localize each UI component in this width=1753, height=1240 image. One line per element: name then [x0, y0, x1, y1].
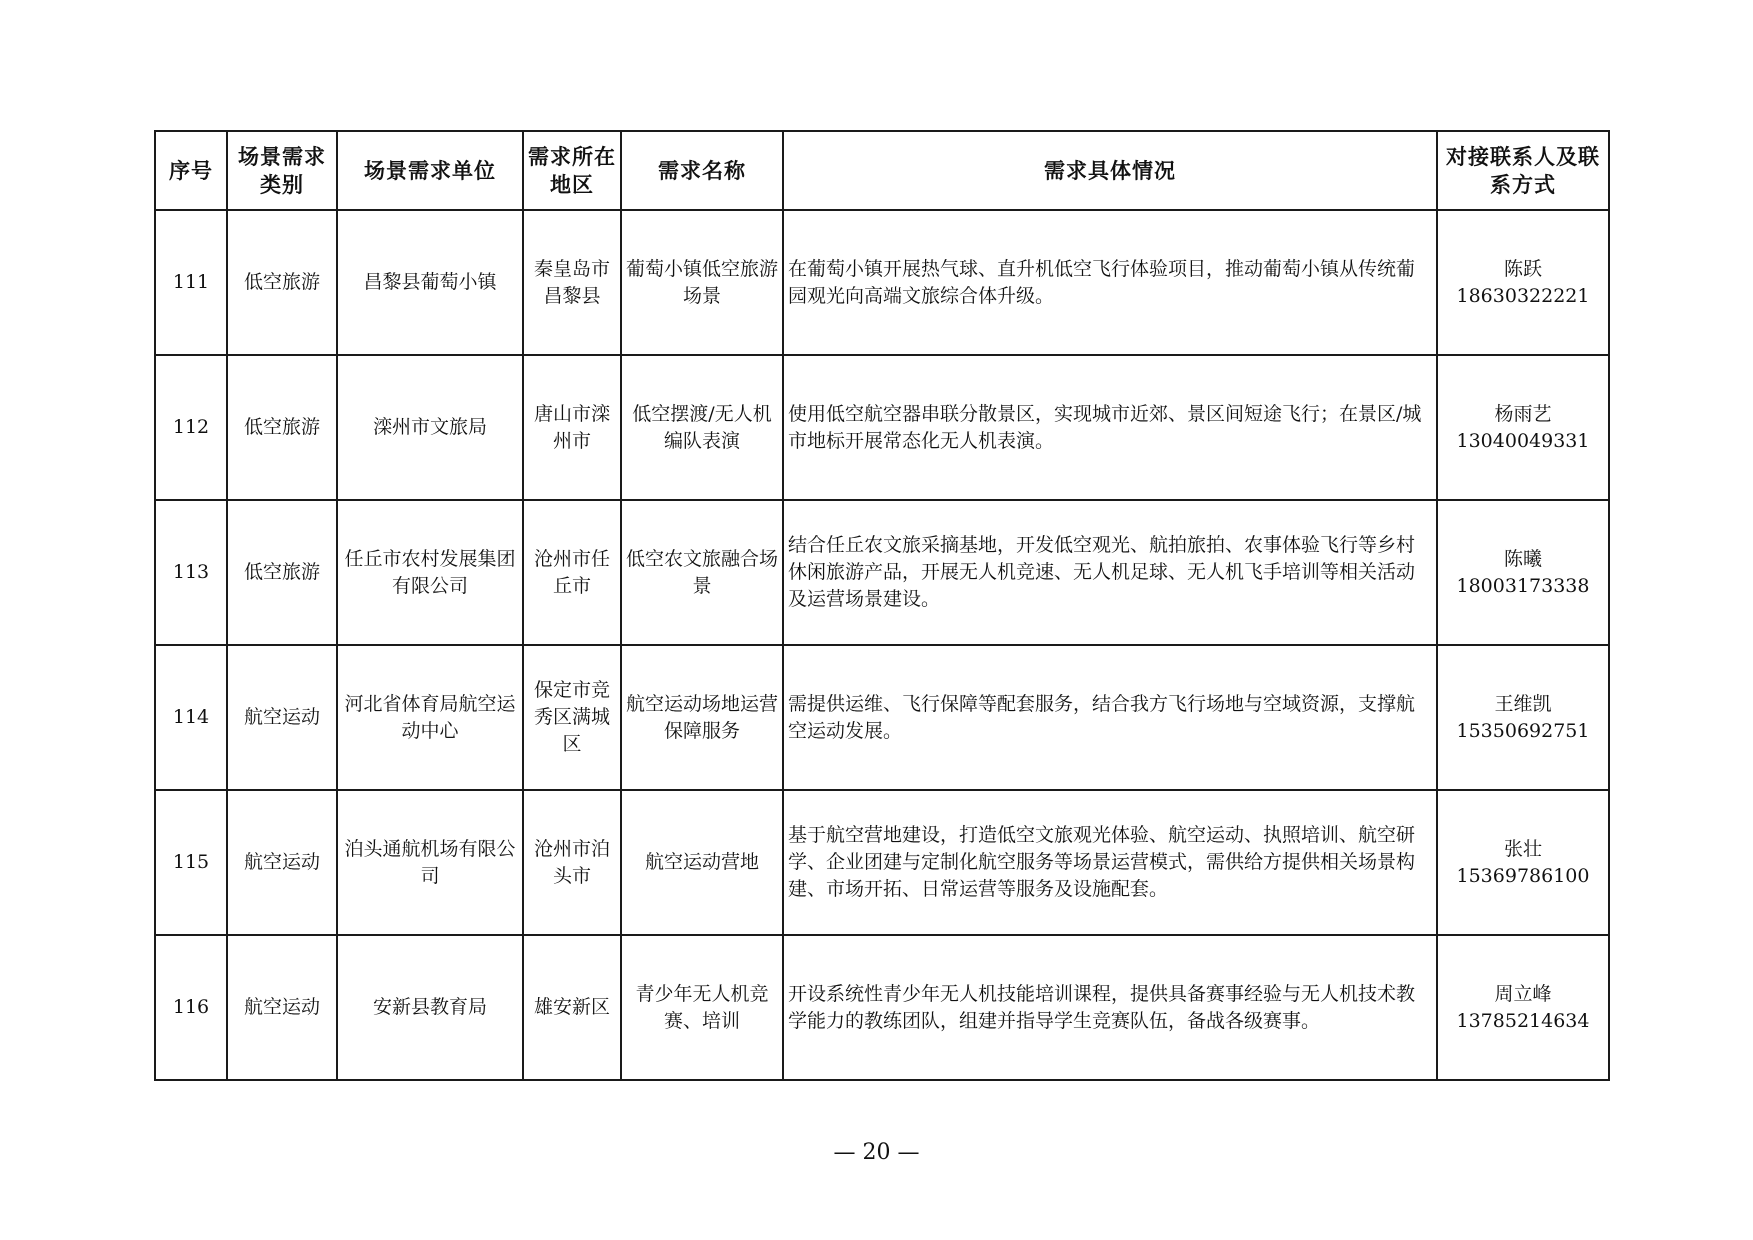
cell-contact [1437, 210, 1609, 355]
header-detail: 需求具体情况 [783, 131, 1437, 210]
cell-name: 葡萄小镇低空旅游场景 [621, 210, 783, 355]
header-region: 需求所在地区 [523, 131, 621, 210]
cell-name: 低空摆渡/无人机编队表演 [621, 355, 783, 500]
contact-name: 杨雨艺 [1494, 402, 1552, 425]
cell-no: 114 [155, 645, 227, 790]
contact-phone: 13040049331 [1456, 429, 1590, 452]
cell-detail: 需提供运维、飞行保障等配套服务，结合我方飞行场地与空域资源，支撑航空运动发展。 [783, 645, 1437, 790]
cell-contact [1437, 935, 1609, 1080]
cell-region: 秦皇岛市昌黎县 [523, 210, 621, 355]
cell-detail: 开设系统性青少年无人机技能培训课程，提供具备赛事经验与无人机技术教学能力的教练团队，组建并指导学生竞赛队伍，备战各级赛事。 [783, 935, 1437, 1080]
contact-name: 陈曦 [1503, 547, 1542, 570]
table-row [155, 935, 1609, 1080]
contact-name: 陈跃 [1503, 257, 1542, 280]
cell-category: 航空运动 [227, 935, 337, 1080]
table-row [155, 500, 1609, 645]
cell-category: 低空旅游 [227, 355, 337, 500]
cell-detail: 基于航空营地建设，打造低空文旅观光体验、航空运动、执照培训、航空研学、企业团建与定制化航空服务等场景运营模式，需供给方提供相关场景构建、市场开拓、日常运营等服务及设施配套。 [783, 790, 1437, 935]
contact-phone: 13785214634 [1456, 1009, 1590, 1032]
cell-unit: 泊头通航机场有限公司 [337, 790, 523, 935]
header-no: 序号 [155, 131, 227, 210]
cell-category: 低空旅游 [227, 500, 337, 645]
contact-phone: 15369786100 [1456, 864, 1590, 887]
cell-contact [1437, 645, 1609, 790]
cell-region: 保定市竞秀区满城区 [523, 645, 621, 790]
table-row [155, 790, 1609, 935]
contact-name: 周立峰 [1494, 982, 1552, 1005]
table-row [155, 210, 1609, 355]
cell-detail: 使用低空航空器串联分散景区，实现城市近郊、景区间短途飞行；在景区/城市地标开展常态化无人机表演。 [783, 355, 1437, 500]
cell-unit: 昌黎县葡萄小镇 [337, 210, 523, 355]
header-category: 场景需求类别 [227, 131, 337, 210]
contact-name: 王维凯 [1494, 692, 1552, 715]
header-unit: 场景需求单位 [337, 131, 523, 210]
cell-category: 航空运动 [227, 790, 337, 935]
cell-no: 116 [155, 935, 227, 1080]
cell-no: 113 [155, 500, 227, 645]
page-number: — 20 — [833, 1140, 920, 1165]
header-contact: 对接联系人及联系方式 [1437, 131, 1609, 210]
cell-unit: 安新县教育局 [337, 935, 523, 1080]
header-name: 需求名称 [621, 131, 783, 210]
contact-phone: 18003173338 [1456, 574, 1590, 597]
cell-contact [1437, 500, 1609, 645]
cell-contact [1437, 790, 1609, 935]
contact-phone: 15350692751 [1456, 719, 1590, 742]
cell-contact [1437, 355, 1609, 500]
cell-no: 112 [155, 355, 227, 500]
cell-detail: 结合任丘农文旅采摘基地，开发低空观光、航拍旅拍、农事体验飞行等乡村休闲旅游产品，开展无人机竞速、无人机足球、无人机飞手培训等相关活动及运营场景建设。 [783, 500, 1437, 645]
cell-no: 111 [155, 210, 227, 355]
contact-phone: 18630322221 [1456, 284, 1590, 307]
cell-category: 航空运动 [227, 645, 337, 790]
cell-name: 航空运动营地 [621, 790, 783, 935]
cell-category: 低空旅游 [227, 210, 337, 355]
cell-region: 唐山市滦州市 [523, 355, 621, 500]
cell-unit: 滦州市文旅局 [337, 355, 523, 500]
cell-name: 航空运动场地运营保障服务 [621, 645, 783, 790]
cell-no: 115 [155, 790, 227, 935]
table-header-row [155, 131, 1609, 210]
table-row [155, 645, 1609, 790]
cell-region: 雄安新区 [523, 935, 621, 1080]
contact-name: 张壮 [1503, 837, 1542, 860]
cell-region: 沧州市任丘市 [523, 500, 621, 645]
cell-unit: 河北省体育局航空运动中心 [337, 645, 523, 790]
cell-unit: 任丘市农村发展集团有限公司 [337, 500, 523, 645]
table-row [155, 355, 1609, 500]
cell-region: 沧州市泊头市 [523, 790, 621, 935]
cell-name: 低空农文旅融合场景 [621, 500, 783, 645]
cell-detail: 在葡萄小镇开展热气球、直升机低空飞行体验项目，推动葡萄小镇从传统葡园观光向高端文旅综合体升级。 [783, 210, 1437, 355]
demand-table [154, 130, 1610, 1081]
cell-name: 青少年无人机竞赛、培训 [621, 935, 783, 1080]
